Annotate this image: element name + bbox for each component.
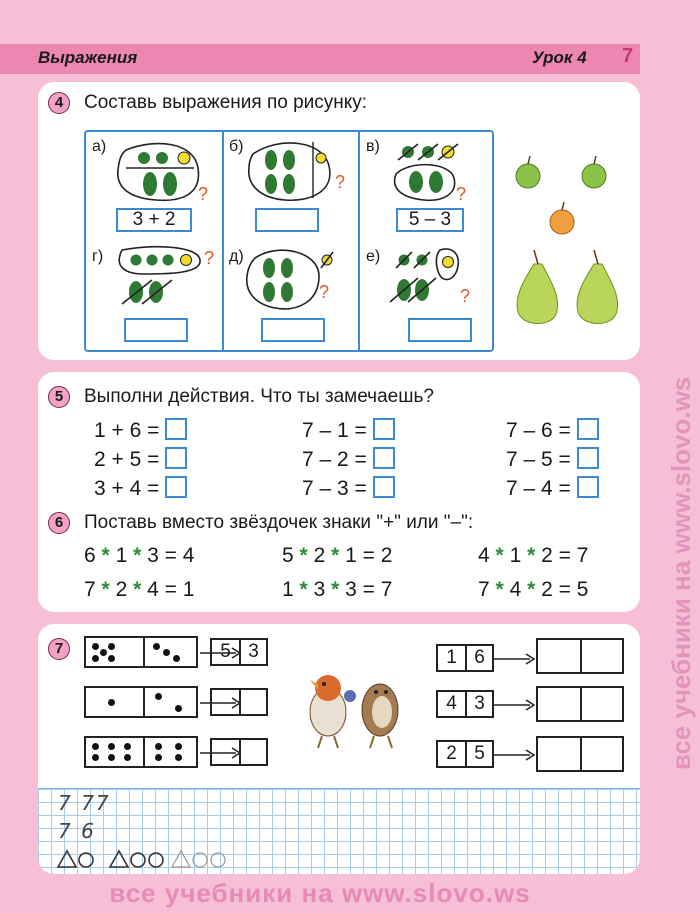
fruit-illustration: [508, 146, 628, 332]
answer-square[interactable]: [373, 418, 395, 440]
watermark-bottom: все учебники на www.slovo.ws: [109, 878, 531, 908]
picture-e: е) ?: [360, 242, 496, 351]
task-5-column-2: 7 – 1 = 7 – 2 = 7 – 3 =: [302, 418, 395, 505]
answer-box-g[interactable]: [124, 318, 188, 342]
task-6-expr: 1 * 3 * 3 = 7: [282, 578, 393, 601]
picture-b: б) ?: [223, 132, 359, 241]
input-pair-box: 4 3: [436, 690, 494, 718]
answer-pair-box[interactable]: [210, 688, 268, 716]
answer-square[interactable]: [577, 476, 599, 498]
answer-domino-box[interactable]: [536, 686, 624, 722]
answer-pair-box[interactable]: 5 3: [210, 638, 268, 666]
answer-square[interactable]: [165, 476, 187, 498]
answer-domino-box[interactable]: [536, 736, 624, 772]
task-number: 5: [48, 386, 70, 408]
domino-card: [84, 686, 198, 718]
shape-pattern: [56, 847, 256, 869]
handwriting-line: 7 77: [58, 791, 111, 815]
task-6-expr: 7 * 4 * 2 = 5: [478, 578, 589, 601]
task-number: 6: [48, 512, 70, 534]
task-7-panel: [38, 624, 640, 874]
task-6-expr: 6 * 1 * 3 = 4: [84, 544, 195, 567]
task-number: 7: [48, 638, 70, 660]
answer-box-d[interactable]: [261, 318, 325, 342]
answer-pair-box[interactable]: [210, 738, 268, 766]
watermark-vertical: [662, 120, 698, 780]
section-title: Выражения: [38, 48, 138, 67]
answer-square[interactable]: [577, 447, 599, 469]
birds-illustration: [298, 666, 418, 756]
answer-box-b[interactable]: [255, 208, 319, 232]
picture-v: в) ? 5 – 3: [366, 138, 467, 230]
page-number: 7: [622, 45, 634, 67]
answer-square[interactable]: [373, 447, 395, 469]
arrow-icon: [494, 652, 536, 666]
task-6-expr: 7 * 2 * 4 = 1: [84, 578, 195, 601]
task-6-text: Поставь вместо звёздочек знаки "+" или "–":: [84, 512, 474, 533]
task-5-6-panel: [38, 372, 640, 612]
answer-box-a[interactable]: 3 + 2: [116, 208, 192, 232]
lesson-label: Урок 4: [532, 48, 587, 67]
picture-a: а) ? 3 + 2: [92, 138, 209, 230]
task-4-text: Составь выражения по рисунку:: [84, 92, 368, 113]
answer-box-v[interactable]: 5 – 3: [396, 208, 464, 232]
input-pair-box: 1 6: [436, 644, 494, 672]
answer-square[interactable]: [165, 447, 187, 469]
input-pair-box: 2 5: [436, 740, 494, 768]
answer-square[interactable]: [373, 476, 395, 498]
expression-grid: [84, 130, 494, 352]
picture-d: д) ?: [223, 242, 359, 351]
task-4-panel: [38, 82, 640, 360]
answer-square[interactable]: [165, 418, 187, 440]
task-5-column-1: 1 + 6 = 2 + 5 = 3 + 4 =: [94, 418, 187, 505]
answer-square[interactable]: [577, 418, 599, 440]
picture-g: г) ?: [86, 242, 222, 351]
domino-card: [84, 636, 198, 668]
page-header: [0, 44, 640, 74]
arrow-icon: [494, 698, 536, 712]
task-5-column-3: 7 – 6 = 7 – 5 = 7 – 4 =: [506, 418, 599, 505]
handwriting-line: 7 6: [58, 819, 96, 843]
task-5-text: Выполни действия. Что ты замечаешь?: [84, 386, 434, 407]
handwriting-grid: [38, 788, 640, 874]
svg-text:все учебники на www.slovo.ws: все учебники на www.slovo.ws: [666, 376, 696, 770]
answer-domino-box[interactable]: [536, 638, 624, 674]
domino-card: [84, 736, 198, 768]
task-6-expr: 5 * 2 * 1 = 2: [282, 544, 393, 567]
task-6-expr: 4 * 1 * 2 = 7: [478, 544, 589, 567]
arrow-icon: [494, 748, 536, 762]
answer-box-e[interactable]: [408, 318, 472, 342]
task-number: 4: [48, 92, 70, 114]
